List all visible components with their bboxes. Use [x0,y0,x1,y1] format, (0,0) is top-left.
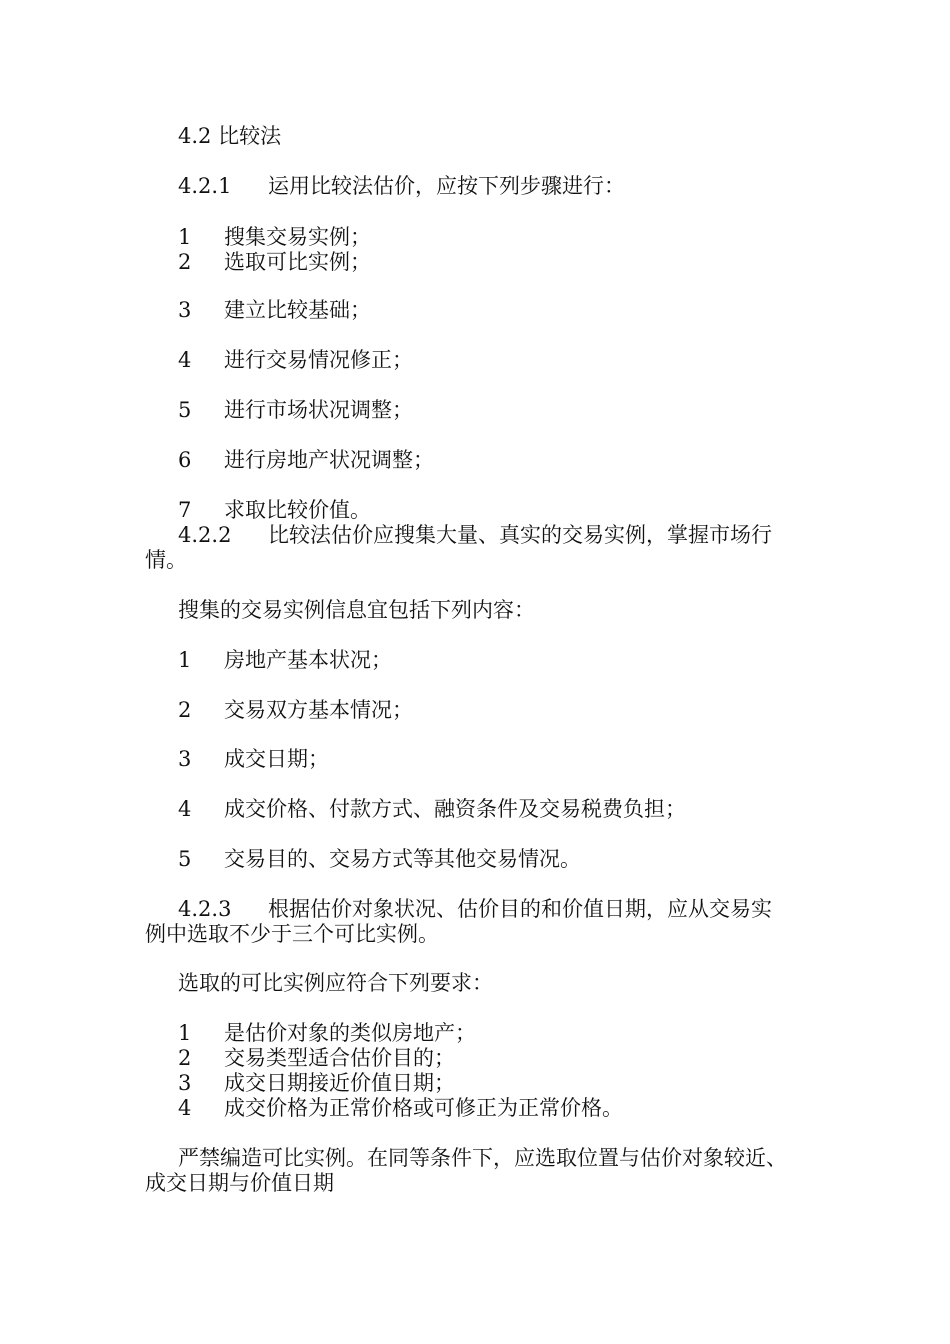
list-item-text: 成交价格为正常价格或可修正为正常价格。 [224,1096,623,1120]
list-item-text: 成交价格、付款方式、融资条件及交易税费负担； [224,797,686,821]
list-item [178,1046,455,1071]
list-item-number: 4 [178,1096,192,1120]
list-item [178,847,581,872]
clause-text-continuation: 例中选取不少于三个可比实例。 [145,922,439,946]
clause-number: 4.2.3 [178,897,232,921]
list-item-number: 2 [178,698,192,722]
list-item-text: 成交日期； [224,747,329,771]
clause-4-2-1 [178,174,625,199]
list-item [178,648,392,673]
list-item-text: 进行市场状况调整； [224,398,413,422]
list-item-number: 2 [178,1046,192,1070]
clause-text: 比较法估价应搜集大量、真实的交易实例，掌握市场行 [268,523,772,547]
list-item-text: 交易目的、交易方式等其他交易情况。 [224,847,581,871]
list-item [178,498,371,523]
list-item [178,448,434,473]
clause-4-2-3 [178,897,772,922]
list-item-text: 搜集交易实例； [224,225,371,249]
list-item-number: 1 [178,1021,192,1045]
list-item-number: 7 [178,498,192,522]
list-item-number: 5 [178,398,192,422]
paragraph: 严禁编造可比实例。在同等条件下，应选取位置与估价对象较近、 [178,1146,787,1170]
list-item [178,298,371,323]
list-item-text: 求取比较价值。 [224,498,371,522]
list-item-number: 5 [178,847,192,871]
clause-4-2-2 [178,523,772,548]
list-item [178,698,413,723]
clause-text-continuation: 情。 [145,548,187,572]
list-item-number: 2 [178,250,192,274]
list-item-number: 1 [178,225,192,249]
list-item-text: 建立比较基础； [224,298,371,322]
list-item [178,250,371,275]
paragraph: 搜集的交易实例信息宜包括下列内容： [178,598,535,622]
list-item-text: 成交日期接近价值日期； [224,1071,455,1095]
list-item-text: 进行房地产状况调整； [224,448,434,472]
list-item-number: 3 [178,1071,192,1095]
list-item-text: 交易双方基本情况； [224,698,413,722]
list-item-number: 4 [178,797,192,821]
list-item-number: 1 [178,648,192,672]
list-item-text: 房地产基本状况； [224,648,392,672]
list-item-text: 选取可比实例； [224,250,371,274]
list-item [178,747,329,772]
clause-number: 4.2.1 [178,174,232,198]
clause-number: 4.2.2 [178,523,232,547]
clause-text: 根据估价对象状况、估价目的和价值日期，应从交易实 [268,897,772,921]
list-item [178,797,686,822]
list-item-text: 进行交易情况修正； [224,348,413,372]
list-item-number: 4 [178,348,192,372]
paragraph-continuation: 成交日期与价值日期 [145,1171,334,1195]
list-item-number: 6 [178,448,192,472]
list-item [178,1096,623,1121]
section-title: 4.2 比较法 [178,124,282,148]
list-item [178,398,413,423]
list-item [178,1071,455,1096]
list-item-text: 交易类型适合估价目的； [224,1046,455,1070]
paragraph: 选取的可比实例应符合下列要求： [178,971,493,995]
list-item-text: 是估价对象的类似房地产； [224,1021,476,1045]
list-item-number: 3 [178,747,192,771]
list-item [178,1021,476,1046]
list-item [178,225,371,250]
list-item-number: 3 [178,298,192,322]
list-item [178,348,413,373]
clause-text: 运用比较法估价，应按下列步骤进行： [268,174,625,198]
